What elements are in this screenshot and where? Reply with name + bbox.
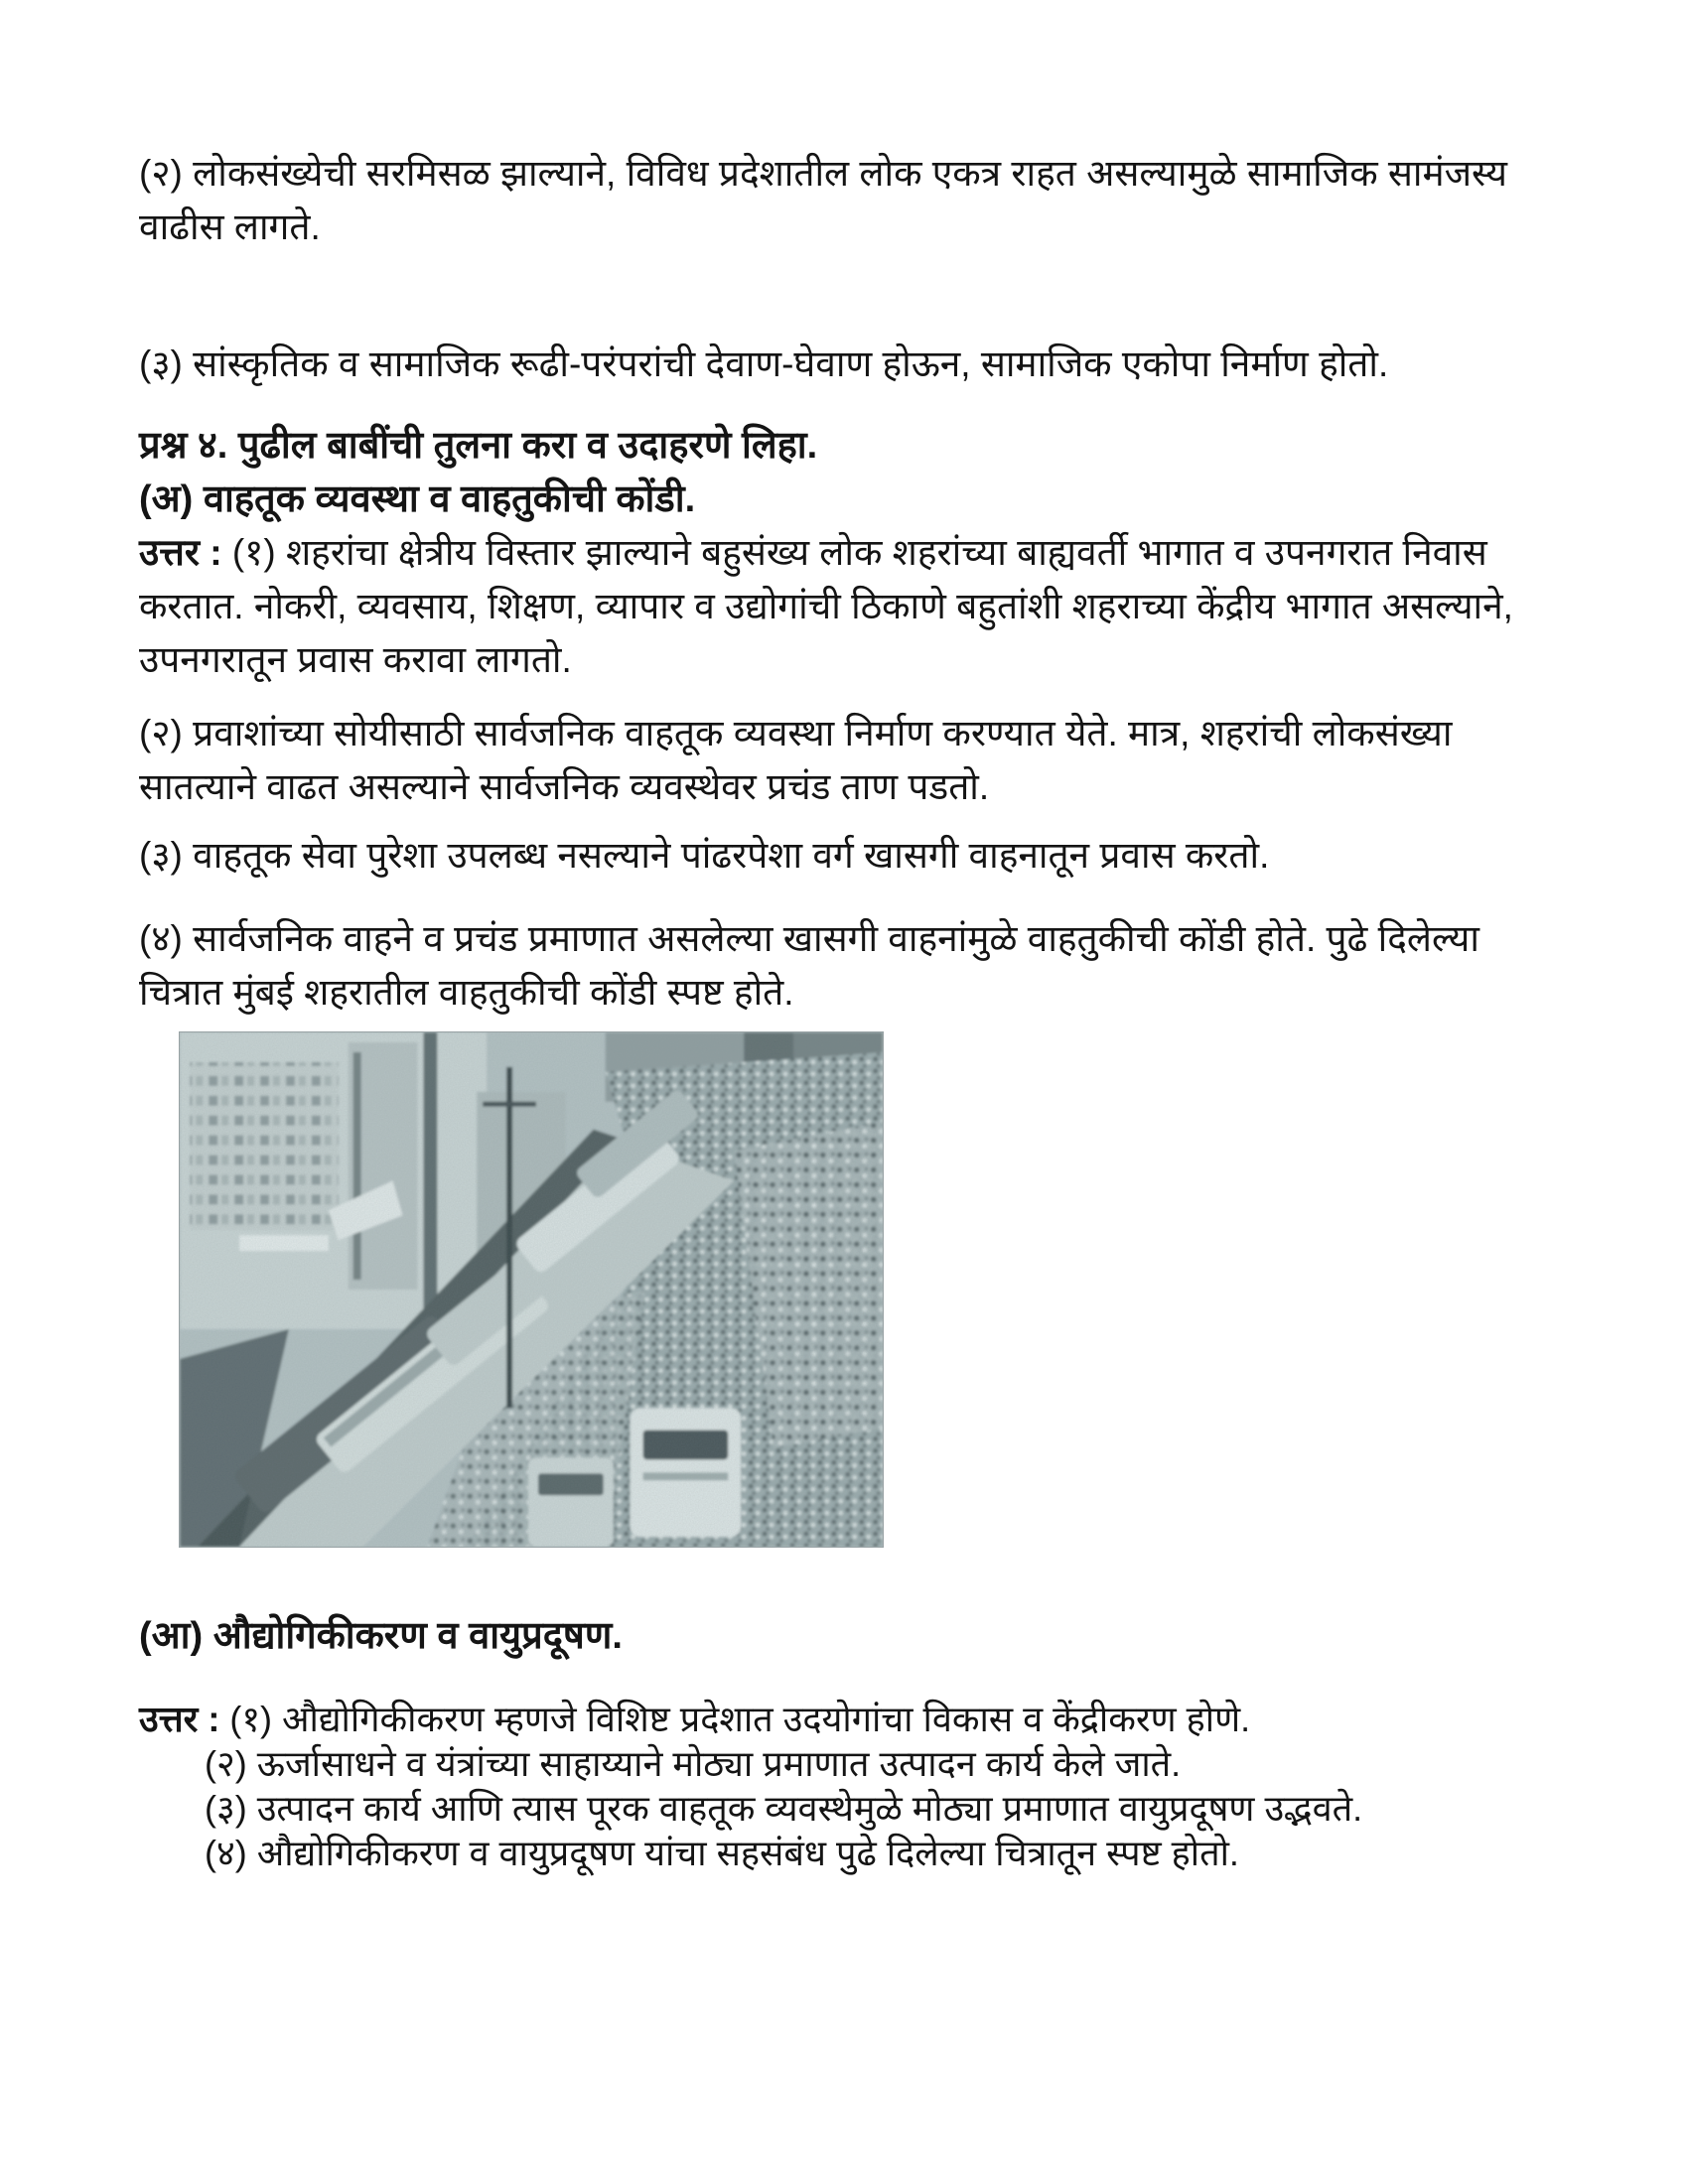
- paragraph-population-mix: (२) लोकसंख्येची सरमिसळ झाल्याने, विविध प्रदेशातील लोक एकत्र राहत असल्यामुळे सामाजिक सामंजस्य वाढीस लागते.: [139, 153, 1507, 247]
- answer-aa-point-1-text: (१) औद्योगिकीकरण म्हणजे विशिष्ट प्रदेशात उदयोगांचा विकास व केंद्रीकरण होणे.: [229, 1699, 1251, 1739]
- answer-a-point-1: [139, 526, 1549, 687]
- answer-aa-point-4: (४) औद्योगिकीकरण व वायुप्रदूषण यांचा सहसंबंध पुढे दिलेल्या चित्रातून स्पष्ट होतो.: [205, 1833, 1239, 1873]
- answer-a-point-2: (२) प्रवाशांच्या सोयीसाठी सार्वजनिक वाहतूक व्यवस्था निर्माण करण्यात येते. मात्र, शहरांची लोकसंख्या सातत्याने वाढत असल्याने सार्वजनिक व्यवस्थेवर प्रचंड ताण पडतो.: [139, 713, 1453, 807]
- paragraph-cultural-exchange: (३) सांस्कृतिक व सामाजिक रूढी-परंपरांची देवाण-घेवाण होऊन, सामाजिक एकोपा निर्माण होतो.: [139, 343, 1389, 384]
- section-a-heading: (अ) वाहतूक व्यवस्था व वाहतुकीची कोंडी.: [139, 478, 696, 520]
- traffic-photo-graphic: [180, 1032, 883, 1547]
- answer-aa-point-3: (३) उत्पादन कार्य आणि त्यास पूरक वाहतूक व्यवस्थेमुळे मोठ्या प्रमाणात वायुप्रदूषण उद्भवते.: [205, 1788, 1363, 1829]
- answer-aa-label: उत्तर :: [139, 1699, 220, 1739]
- answer-label: उत्तर :: [139, 532, 222, 573]
- answer-a-point-3: (३) वाहतूक सेवा पुरेशा उपलब्ध नसल्याने पांढरपेशा वर्ग खासगी वाहनातून प्रवास करतो.: [139, 835, 1270, 876]
- photo-blue-tint: [180, 1032, 882, 1547]
- answer-aa-point-2: (२) ऊर्जासाधने व यंत्रांच्या साहाय्याने मोठ्या प्रमाणात उत्पादन कार्य केले जाते.: [205, 1743, 1182, 1784]
- question-4-heading: प्रश्न ४. पुढील बाबींची तुलना करा व उदाहरणे लिहा.: [139, 425, 818, 467]
- answer-aa-point-1: [139, 1697, 1549, 1741]
- answer-a-point-1-text: (१) शहरांचा क्षेत्रीय विस्तार झाल्याने बहुसंख्य लोक शहरांच्या बाह्यवर्ती भागात व उपनगरात निवास करतात. नोकरी, व्यवसाय, शिक्षण, व्यापार व उद्योगांची ठिकाणे बहुतांशी शहराच्या केंद्रीय भागात असल्याने, उपनगरातून प्रवास करावा लागतो.: [139, 532, 1513, 680]
- section-aa-heading: (आ) औद्योगिकीकरण व वायुप्रदूषण.: [139, 1615, 623, 1657]
- answer-aa-block: [139, 1697, 1549, 1875]
- answer-a-point-4: (४) सार्वजनिक वाहने व प्रचंड प्रमाणात असलेल्या खासगी वाहनांमुळे वाहतुकीची कोंडी होते. पुढे दिलेल्या चित्रात मुंबई शहरातील वाहतुकीची कोंडी स्पष्ट होते.: [139, 918, 1479, 1013]
- traffic-congestion-photo: [179, 1031, 884, 1548]
